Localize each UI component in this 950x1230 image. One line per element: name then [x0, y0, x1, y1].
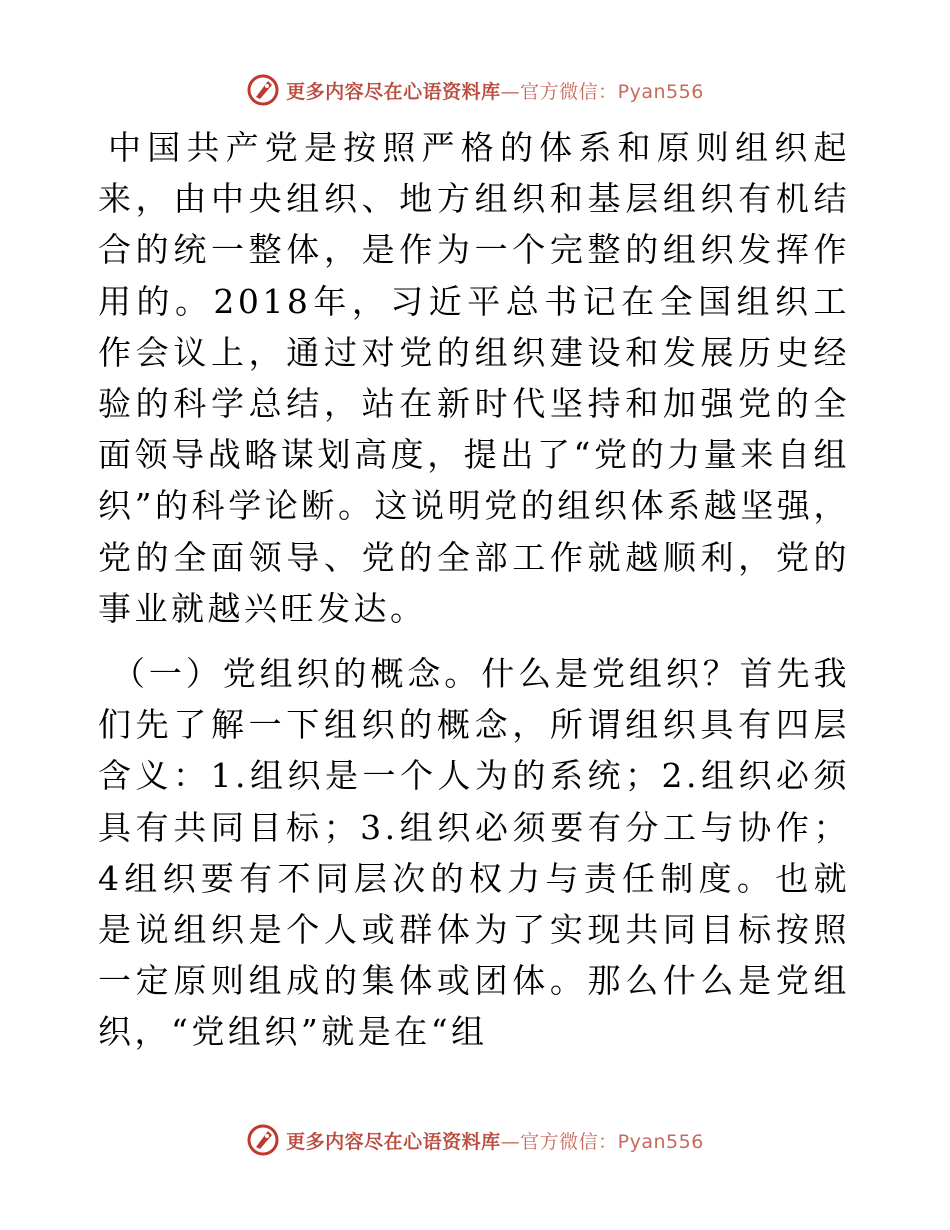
header-banner-dash: —	[500, 80, 521, 103]
footer-banner-title: 更多内容尽在心语资料库	[286, 1130, 501, 1153]
header-banner-title: 更多内容尽在心语资料库	[286, 80, 501, 103]
header-banner-text	[286, 77, 704, 104]
footer-banner	[0, 1120, 950, 1160]
header-banner	[0, 70, 950, 110]
pen-nib-logo-icon	[246, 1123, 280, 1157]
header-banner-wechat: 官方微信：Pyan556	[520, 80, 704, 103]
footer-banner-text	[286, 1127, 704, 1154]
footer-banner-wechat: 官方微信：Pyan556	[520, 1130, 704, 1153]
document-body	[98, 122, 850, 1058]
paragraph-party-organization-intro: 中国共产党是按照严格的体系和原则组织起来，由中央组织、地方组织和基层组织有机结合的统一整体，是作为一个完整的组织发挥作用的。2018年，习近平总书记在全国组织工作会议上，通过对党的组织建设和发展历史经验的科学总结，站在新时代坚持和加强党的全面领导战略谋划高度，提出了“党的力量来自组织”的科学论断。这说明党的组织体系越坚强，党的全面领导、党的全部工作就越顺利，党的事业就越兴旺发达。	[98, 128, 850, 628]
paragraph-party-organization-concept: （一）党组织的概念。什么是党组织？首先我们先了解一下组织的概念，所谓组织具有四层含义：1.组织是一个人为的系统；2.组织必须具有共同目标；3.组织必须要有分工与协作；4组织要有不同层次的权力与责任制度。也就是说组织是个人或群体为了实现共同目标按照一定原则组成的集体或团体。那么什么是党组织，“党组织”就是在“组	[98, 654, 850, 1052]
pen-nib-logo-icon	[246, 73, 280, 107]
footer-banner-dash: —	[500, 1130, 521, 1153]
